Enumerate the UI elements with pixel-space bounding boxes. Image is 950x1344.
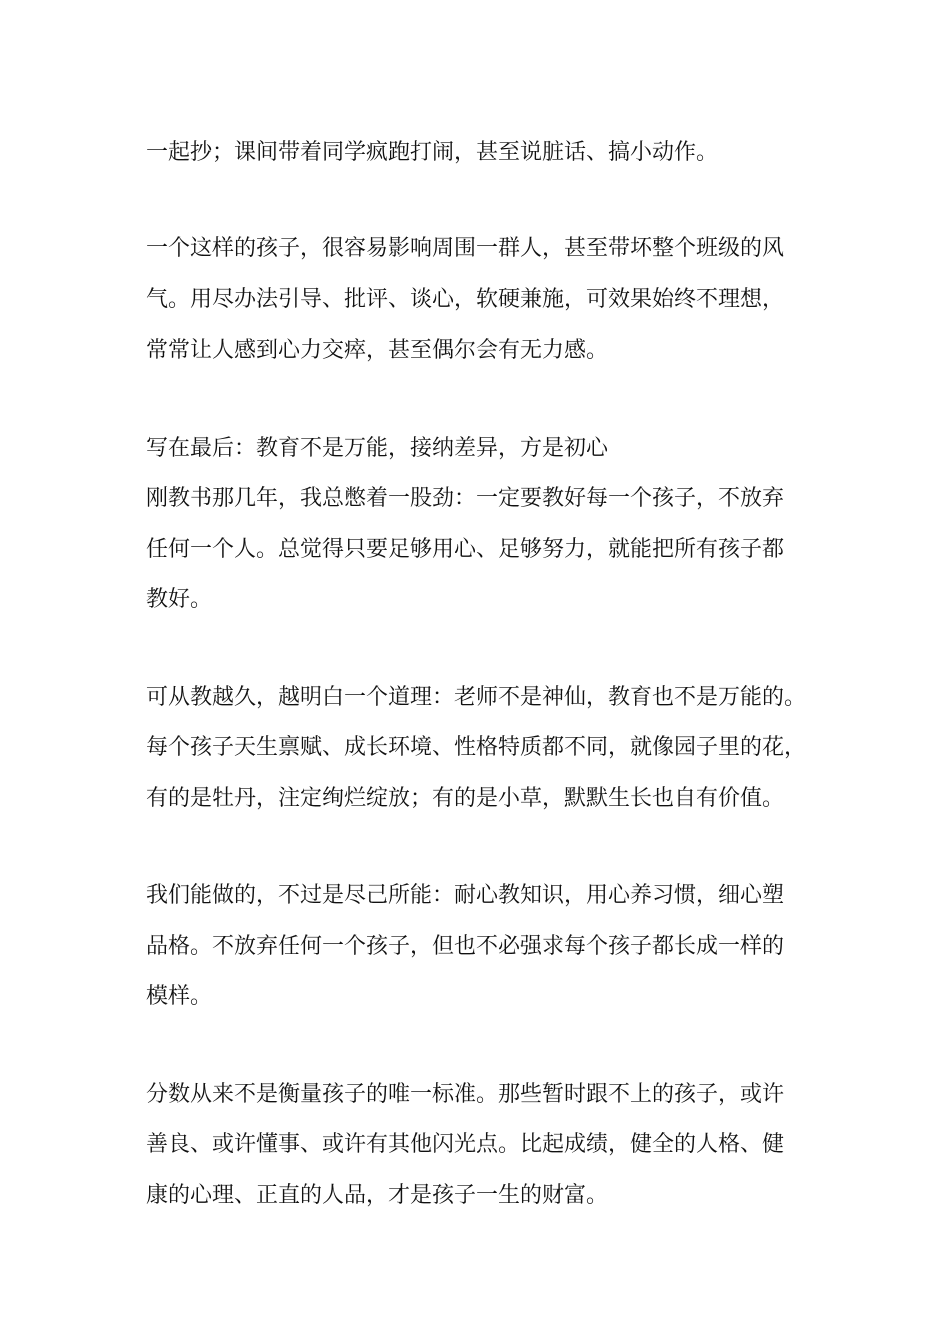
text-line: 可从教越久，越明白一个道理：老师不是神仙，教育也不是万能的。: [146, 685, 807, 710]
section-heading: 写在最后：教育不是万能，接纳差异，方是初心: [146, 436, 609, 461]
text-line: 模样。: [146, 984, 213, 1009]
text-line: 品格。不放弃任何一个孩子，但也不必强求每个孩子都长成一样的: [146, 934, 785, 959]
text-line: 康的心理、正直的人品，才是孩子一生的财富。: [146, 1183, 609, 1208]
text-line: 教好。: [146, 587, 213, 612]
text-line: 一起抄；课间带着同学疯跑打闹，甚至说脏话、搞小动作。: [146, 140, 719, 165]
text-line: 常常让人感到心力交瘁，甚至偶尔会有无力感。: [146, 338, 609, 363]
text-line: 我们能做的，不过是尽己所能：耐心教知识，用心养习惯，细心塑: [146, 883, 785, 908]
text-line: 任何一个人。总觉得只要足够用心、足够努力，就能把所有孩子都: [146, 537, 785, 562]
text-line: 刚教书那几年，我总憋着一股劲：一定要教好每一个孩子，不放弃: [146, 486, 785, 511]
text-line: 分数从来不是衡量孩子的唯一标准。那些暂时跟不上的孩子，或许: [146, 1082, 785, 1107]
text-line: 一个这样的孩子，很容易影响周围一群人，甚至带坏整个班级的风: [146, 236, 785, 261]
text-line: 善良、或许懂事、或许有其他闪光点。比起成绩，健全的人格、健: [146, 1132, 785, 1157]
text-line: 每个孩子天生禀赋、成长环境、性格特质都不同，就像园子里的花，: [146, 735, 807, 760]
text-line: 有的是牡丹，注定绚烂绽放；有的是小草，默默生长也自有价值。: [146, 786, 785, 811]
text-line: 气。用尽办法引导、批评、谈心，软硬兼施，可效果始终不理想，: [146, 287, 785, 312]
